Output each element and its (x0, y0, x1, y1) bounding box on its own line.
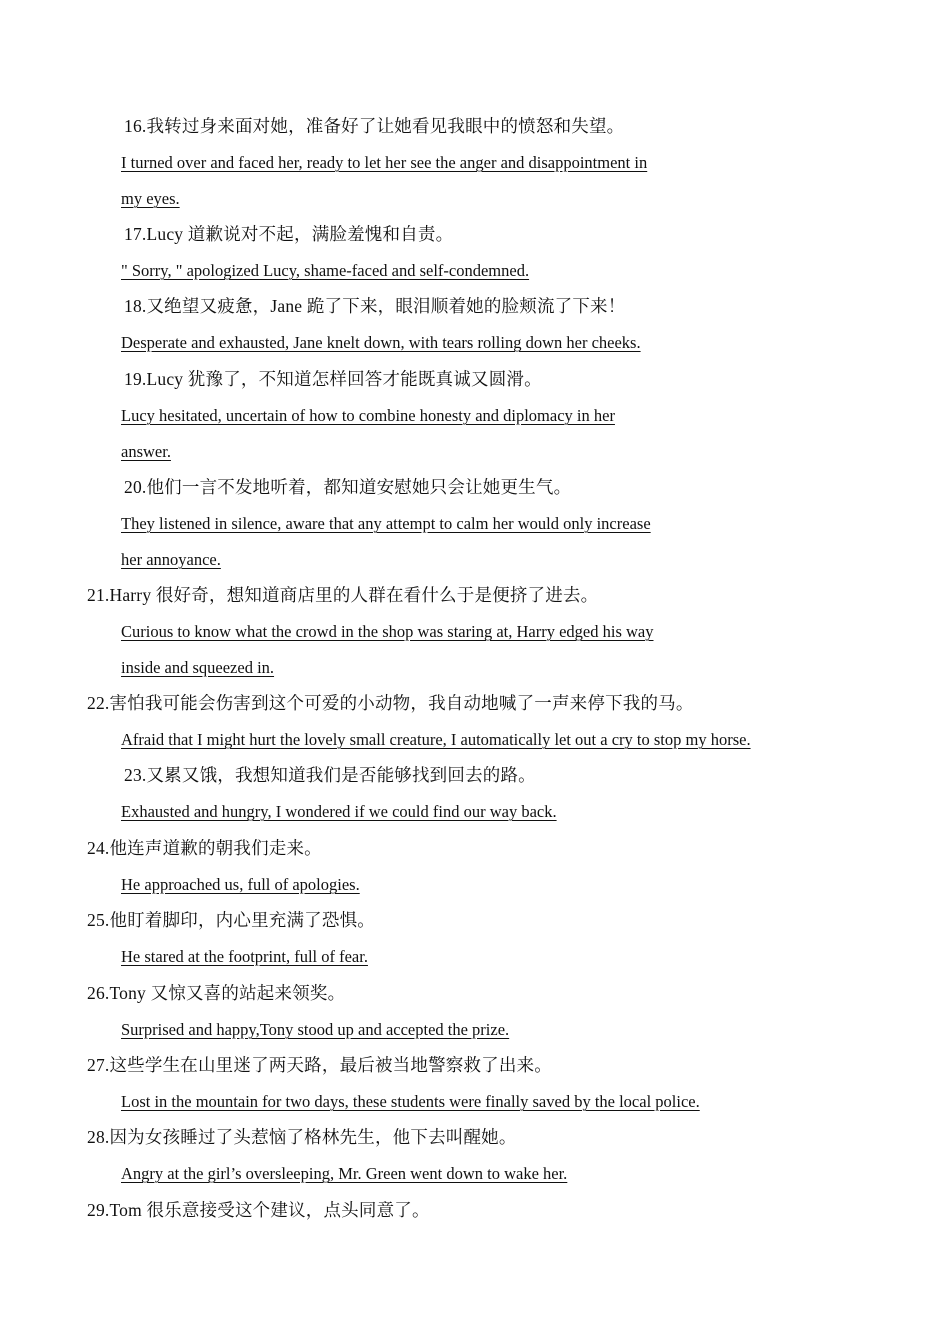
question-19: 19.Lucy 犹豫了，不知道怎样回答才能既真诚又圆滑。 (124, 369, 542, 389)
answer-26-line-1: Surprised and happy,Tony stood up and accepted the prize. (121, 1020, 510, 1039)
answer-16-line-2: my eyes. (121, 189, 180, 208)
question-27: 27.这些学生在山里迷了两天路，最后被当地警察救了出来。 (87, 1055, 552, 1075)
question-26: 26.Tony 又惊又喜的站起来领奖。 (87, 983, 346, 1003)
answer-21-line-2: inside and squeezed in. (121, 658, 275, 677)
question-28: 28.因为女孩睡过了头惹恼了格林先生，他下去叫醒她。 (87, 1127, 517, 1147)
answer-19-line-1: Lucy hesitated, uncertain of how to combine honesty and diplomacy in her (121, 406, 615, 425)
answer-17-line-1: " Sorry, " apologized Lucy, shame-faced and self-condemned. (121, 261, 530, 280)
answer-21-line-1: Curious to know what the crowd in the shop was staring at, Harry edged his way (121, 622, 654, 641)
question-17: 17.Lucy 道歉说对不起，满脸羞愧和自责。 (124, 224, 454, 244)
answer-16-line-1: I turned over and faced her, ready to let her see the anger and disappointment in (121, 153, 648, 172)
question-23: 23.又累又饿，我想知道我们是否能够找到回去的路。 (124, 765, 536, 785)
answer-25-line-1: He stared at the footprint, full of fear. (121, 947, 368, 966)
answer-24-line-1: He approached us, full of apologies. (121, 875, 360, 894)
question-29: 29.Tom 很乐意接受这个建议，点头同意了。 (87, 1200, 430, 1220)
question-20: 20.他们一言不发地听着，都知道安慰她只会让她更生气。 (124, 477, 572, 497)
answer-19-line-2: answer. (121, 442, 171, 461)
answer-22-line-1: Afraid that I might hurt the lovely small creature, I automatically let out a cry to stop my horse. (121, 730, 751, 749)
answer-27-line-1: Lost in the mountain for two days, these students were finally saved by the local police. (121, 1092, 700, 1111)
answer-28-line-1: Angry at the girl’s oversleeping, Mr. Green went down to wake her. (121, 1164, 568, 1183)
question-24: 24.他连声道歉的朝我们走来。 (87, 838, 322, 858)
question-18: 18.又绝望又疲惫，Jane 跪了下来，眼泪顺着她的脸颊流了下来！ (124, 296, 626, 316)
answer-23-line-1: Exhausted and hungry, I wondered if we could find our way back. (121, 802, 557, 821)
answer-18-line-1: Desperate and exhausted, Jane knelt down, with tears rolling down her cheeks. (121, 333, 641, 352)
question-22: 22.害怕我可能会伤害到这个可爱的小动物，我自动地喊了一声来停下我的马。 (87, 693, 694, 713)
question-16: 16.我转过身来面对她，准备好了让她看见我眼中的愤怒和失望。 (124, 116, 625, 136)
answer-20-line-1: They listened in silence, aware that any attempt to calm her would only increase (121, 514, 651, 533)
answer-20-line-2: her annoyance. (121, 550, 221, 569)
question-25: 25.他盯着脚印，内心里充满了恐惧。 (87, 910, 375, 930)
question-21: 21.Harry 很好奇，想知道商店里的人群在看什么于是便挤了进去。 (87, 585, 599, 605)
